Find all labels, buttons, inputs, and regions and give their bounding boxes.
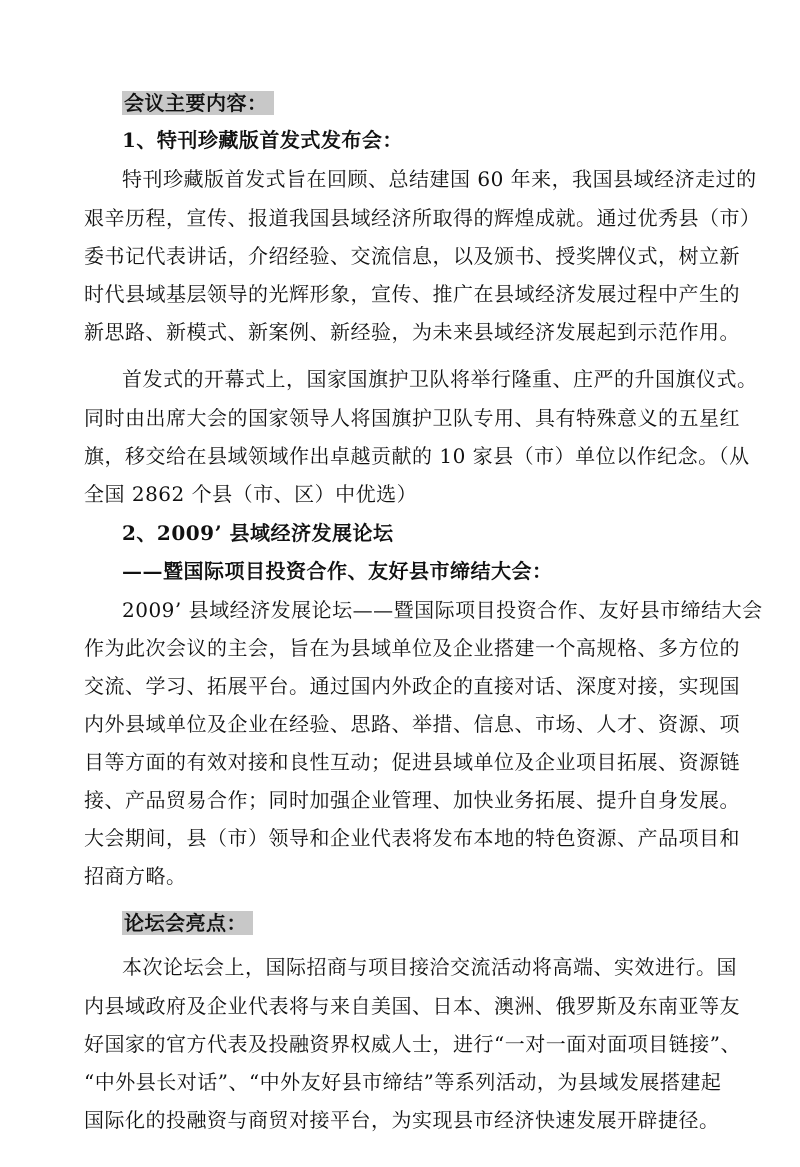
- paragraph-line: 本次论坛会上，国际招商与项目接洽交流活动将高端、实效进行。国: [122, 955, 737, 979]
- paragraph-line: “中外县长对话”、“中外友好县市缔结”等系列活动，为县域发展搭建起: [84, 1070, 722, 1094]
- paragraph-line: 新思路、新模式、新案例、新经验，为未来县域经济发展起到示范作用。: [84, 320, 740, 344]
- section-heading: [122, 910, 253, 936]
- paragraph-line: 交流、学习、拓展平台。通过国内外政企的直接对话、深度对接，实现国: [84, 674, 740, 698]
- paragraph-line: 作为此次会议的主会，旨在为县域单位及企业搭建一个高规格、多方位的: [84, 636, 740, 660]
- paragraph-line: 接、产品贸易合作；同时加强企业管理、加快业务拓展、提升自身发展。: [84, 788, 740, 812]
- item-title: 2、2009’ 县域经济发展论坛: [122, 521, 394, 545]
- paragraph-line: 同时由出席大会的国家领导人将国旗护卫队专用、具有特殊意义的五星红: [84, 406, 740, 430]
- paragraph-line: 内县域政府及企业代表将与来自美国、日本、澳洲、俄罗斯及东南亚等友: [84, 994, 740, 1018]
- paragraph-line: 旗，移交给在县域领域作出卓越贡献的 10 家县（市）单位以作纪念。（从: [84, 444, 750, 468]
- paragraph-line: 国际化的投融资与商贸对接平台，为实现县市经济快速发展开辟捷径。: [84, 1108, 720, 1132]
- paragraph-line: 全国 2862 个县（市、区）中优选）: [84, 482, 418, 506]
- paragraph-line: 好国家的官方代表及投融资界权威人士，进行“一对一面对面项目链接”、: [84, 1032, 741, 1056]
- paragraph-line: 目等方面的有效对接和良性互动；促进县域单位及企业项目拓展、资源链: [84, 750, 740, 774]
- item-subtitle: ——暨国际项目投资合作、友好县市缔结大会：: [122, 559, 553, 583]
- paragraph-line: 招商方略。: [84, 864, 187, 888]
- paragraph-line: 2009’ 县域经济发展论坛——暨国际项目投资合作、友好县市缔结大会: [122, 598, 763, 622]
- item-title: 1、特刊珍藏版首发式发布会：: [122, 128, 403, 152]
- section-heading-text: 会议主要内容：: [122, 91, 274, 115]
- section-heading-text: 论坛会亮点：: [122, 911, 253, 935]
- paragraph-line: 特刊珍藏版首发式旨在回顾、总结建国 60 年来，我国县域经济走过的: [122, 167, 757, 191]
- paragraph-line: 大会期间，县（市）领导和企业代表将发布本地的特色资源、产品项目和: [84, 826, 740, 850]
- section-heading: [122, 90, 274, 116]
- paragraph-line: 首发式的开幕式上，国家国旗护卫队将举行隆重、庄严的升国旗仪式。: [122, 367, 758, 391]
- paragraph-line: 艰辛历程，宣传、报道我国县域经济所取得的辉煌成就。通过优秀县（市）: [84, 206, 761, 230]
- paragraph-line: 时代县域基层领导的光辉形象，宣传、推广在县域经济发展过程中产生的: [84, 282, 740, 306]
- paragraph-line: 内外县域单位及企业在经验、思路、举措、信息、市场、人才、资源、项: [84, 712, 740, 736]
- paragraph-line: 委书记代表讲话，介绍经验、交流信息，以及颁书、授奖牌仪式，树立新: [84, 244, 740, 268]
